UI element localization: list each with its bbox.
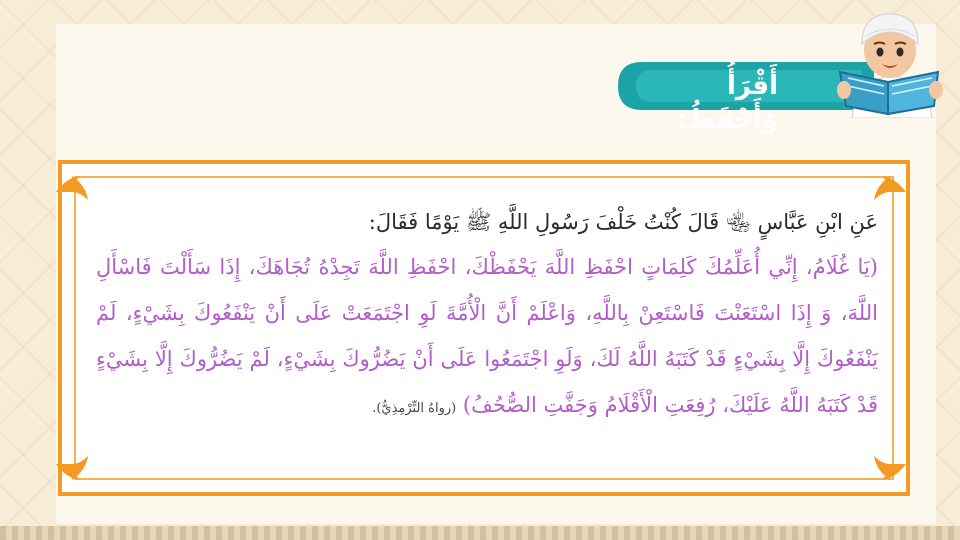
hadith-end-mark: . [372,401,377,416]
ornamental-corner-icon [52,444,92,484]
hadith-source: (رواهُ التِّرْمِذِيُّ) [376,401,457,416]
hadith-intro: عَنِ ابْنِ عَبَّاسٍ ﵄ قَالَ كُنْتُ خَلْفَ رَسُولِ اللَّهِ ﷺ يَوْمًا فَقَالَ: [368,210,878,234]
section-title: أَقْرَأُ وَأَحْفَظُ: [677,71,778,135]
hadith-text-block [96,200,878,470]
ornamental-corner-icon [52,172,92,212]
bottom-border-stripe [0,526,960,540]
boy-reading-book-icon [832,6,950,118]
hadith-body [96,244,878,432]
hadith-text: (يَا غُلَامُ، إِنِّي أُعَلِّمُكَ كَلِمَاتٍ احْفَظِ اللَّهَ يَحْفَظْكَ، احْفَظِ اللَّهَ تَجِدْهُ تُجَاهَكَ، إِذَا سَأَلْتَ فَاسْأَلِ اللَّهَ، وَ إِذَا اسْتَعَنْتَ فَاسْتَعِنْ بِاللَّهِ، وَاعْلَمْ أَنَّ الْأُمَّةَ لَوِ اجْتَمَعَتْ عَلَى أَنْ يَنْفَعُوكَ بِشَيْءٍ، لَمْ يَنْفَعُوكَ إِلَّا بِشَيْءٍ قَدْ كَتَبَهُ اللَّهُ لَكَ، وَلَوِ اجْتَمَعُوا عَلَى أَنْ يَضُرُّوكَ بِشَيْءٍ، لَمْ يَضُرُّوكَ إِلَّا بِشَيْءٍ قَدْ كَتَبَهُ اللَّهُ عَلَيْكَ، رُفِعَتِ الْأَقْلَامُ وَجَفَّتِ الصُّحُفُ) [96,255,878,417]
